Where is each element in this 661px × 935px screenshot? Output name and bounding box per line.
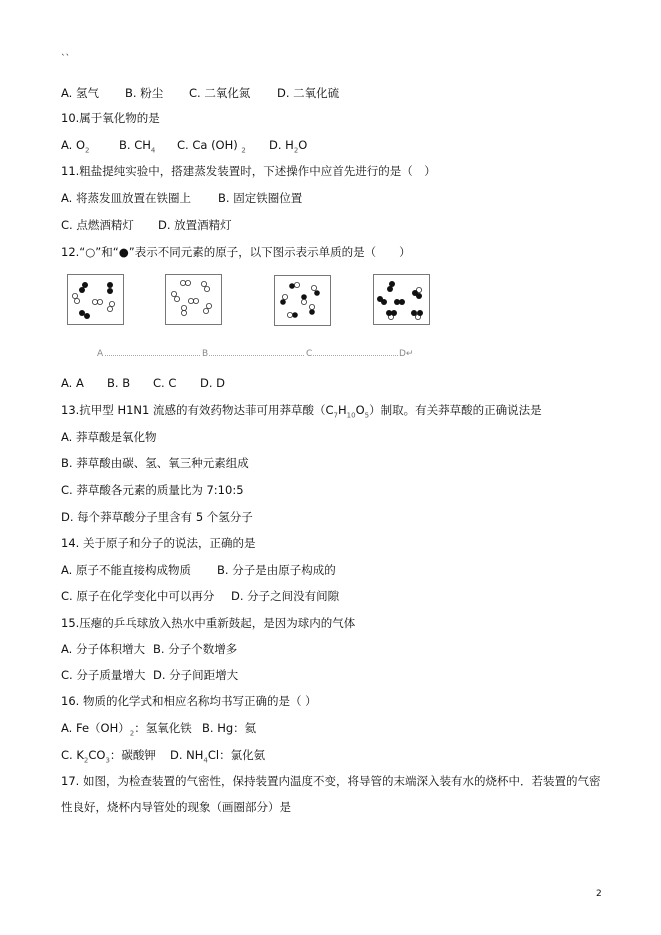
molecule-diagram-c [275,276,330,325]
q13-option-d[interactable]: D. 每个莽草酸分子里含有 5 个氢分子 [61,510,253,524]
q15-option-d[interactable]: D. 分子间距增大 [153,668,239,682]
q13-option-b[interactable]: B. 莽草酸由碳、氢、氧三种元素组成 [61,456,249,470]
q13-sub-o: 5 [364,411,370,420]
q16-stem: 16. 物质的化学式和相应名称均书写正确的是（ ） [61,694,317,708]
q10-c-sub: 2 [241,146,246,155]
page-number: 2 [596,889,602,899]
q10-b-text: B. CH [119,138,151,152]
q11-option-d[interactable]: D. 放置酒精灯 [158,218,232,232]
figure-label-leader [100,355,400,356]
q10-option-c[interactable] [177,138,269,157]
q10-option-b[interactable] [119,138,177,157]
q10-stem: 10.属于氧化物的是 [61,111,160,125]
q12-option-b[interactable]: B. B [107,376,131,390]
q15-option-c[interactable]: C. 分子质量增大 [61,668,146,682]
q16-a-text: A. Fe（OH） [61,721,130,735]
q9-options [61,86,339,100]
q13-stem [61,403,542,422]
figure-label-a: A [97,349,104,359]
q15-stem: 15.压瘪的乒乓球放入热水中重新鼓起，是因为球内的气体 [61,616,356,630]
q11-option-a[interactable]: A. 将蒸发皿放置在铁圈上 [61,191,191,205]
q12-options [61,376,225,390]
q11-option-b[interactable]: B. 固定铁圈位置 [218,191,303,205]
figure-c-box [274,275,331,326]
q15-options-ab [61,642,237,656]
q10-a-text: A. O [61,138,86,152]
figure-label-c: C [306,349,313,359]
q12-option-c[interactable]: C. C [153,376,177,390]
q12-option-d[interactable]: D. D [200,376,226,390]
q10-option-d[interactable] [269,138,307,157]
q16-option-a[interactable] [61,721,202,740]
q15-option-a[interactable]: A. 分子体积增大 [61,642,145,656]
q16-options-ab [61,721,256,740]
q15-option-b[interactable]: B. 分子个数增多 [153,642,238,656]
q11-option-c[interactable]: C. 点燃酒精灯 [61,218,134,232]
q10-d-sub: 2 [293,146,299,155]
q11-options-cd [61,218,232,232]
q16-c-mid: CO [88,748,106,762]
molecule-diagram-b [166,275,221,324]
q13-sub-h: 10 [346,411,356,420]
molecule-diagram-a [68,275,123,324]
q13-option-c[interactable]: C. 莽草酸各元素的质量比为 7:10:5 [61,483,244,497]
top-mark: `` [61,54,70,64]
q16-option-c[interactable] [61,748,170,767]
q13-h: H [337,403,347,417]
q16-a-sub: 2 [129,729,135,738]
q17-stem-line2: 性良好，烧杯内导管处的现象（画圈部分）是 [61,800,291,814]
q14-stem: 14. 关于原子和分子的说法，正确的是 [61,536,256,550]
q9-option-b[interactable]: B. 粉尘 [125,86,164,100]
q12-stem: 12.“○”和“●”表示不同元素的原子，以下图示表示单质的是（ ） [61,245,411,259]
figure-label-b: B [202,349,209,359]
q14-option-c[interactable]: C. 原子在化学变化中可以再分 [61,589,215,603]
figure-b-box [165,274,222,325]
q9-option-d[interactable]: D. 二氧化硫 [277,86,340,100]
q16-c-text: C. K [61,748,84,762]
q13-o: O [355,403,365,417]
q14-options-ab [61,563,336,577]
molecule-diagram-d [374,275,429,324]
q17-stem-line1: 17. 如图，为检查装置的气密性，保持装置内温度不变，将导管的末端深入装有水的烧杯中．若装置的气密 [61,774,601,788]
q10-option-a[interactable] [61,138,119,157]
q14-options-cd [61,589,339,603]
q14-option-a[interactable]: A. 原子不能直接构成物质 [61,563,191,577]
q10-d-text: D. H [269,138,294,152]
q15-options-cd [61,668,238,682]
q16-d-sub: 4 [203,756,208,765]
q10-b-sub: 4 [150,146,156,155]
q16-option-b[interactable]: B. Hg：氦 [202,721,257,735]
q16-c-post: ：碳酸钾 [109,748,156,762]
q9-option-c[interactable]: C. 二氧化氮 [189,86,251,100]
q16-d-text: D. NH [170,748,204,762]
q10-d-post: O [298,138,308,152]
q10-options [61,138,307,157]
q16-a-post: ：氢氧化铁 [134,721,192,735]
q11-options-ab [61,191,302,205]
q13-stem-pre: 13.抗甲型 H1N1 流感的有效药物达菲可用莽草酸（C [61,403,334,417]
q11-stem: 11.粗盐提纯实验中，搭建蒸发装置时，下述操作中应首先进行的是（ ） [61,164,436,178]
figure-a-box [67,274,124,325]
q12-option-a[interactable]: A. A [61,376,84,390]
q10-c-text: C. Ca (OH) [177,138,242,152]
q13-option-a[interactable]: A. 莽草酸是氧化物 [61,430,157,444]
q14-option-d[interactable]: D. 分子之间没有间隙 [231,589,340,603]
q16-d-post: Cl：氯化氨 [207,748,266,762]
q16-option-d[interactable] [170,748,265,767]
figure-d-box [373,274,430,325]
q13-sub-c: 7 [333,411,338,420]
q13-stem-post: ）制取。有关莽草酸的正确说法是 [369,403,542,417]
q10-a-sub: 2 [85,146,90,155]
q16-c-sub1: 2 [83,756,89,765]
q14-option-b[interactable]: B. 分子是由原子构成的 [217,563,336,577]
q9-option-a[interactable]: A. 氢气 [61,86,99,100]
q16-options-cd [61,748,265,767]
q16-c-sub2: 3 [105,756,110,765]
figure-label-d: D↵ [399,349,414,359]
